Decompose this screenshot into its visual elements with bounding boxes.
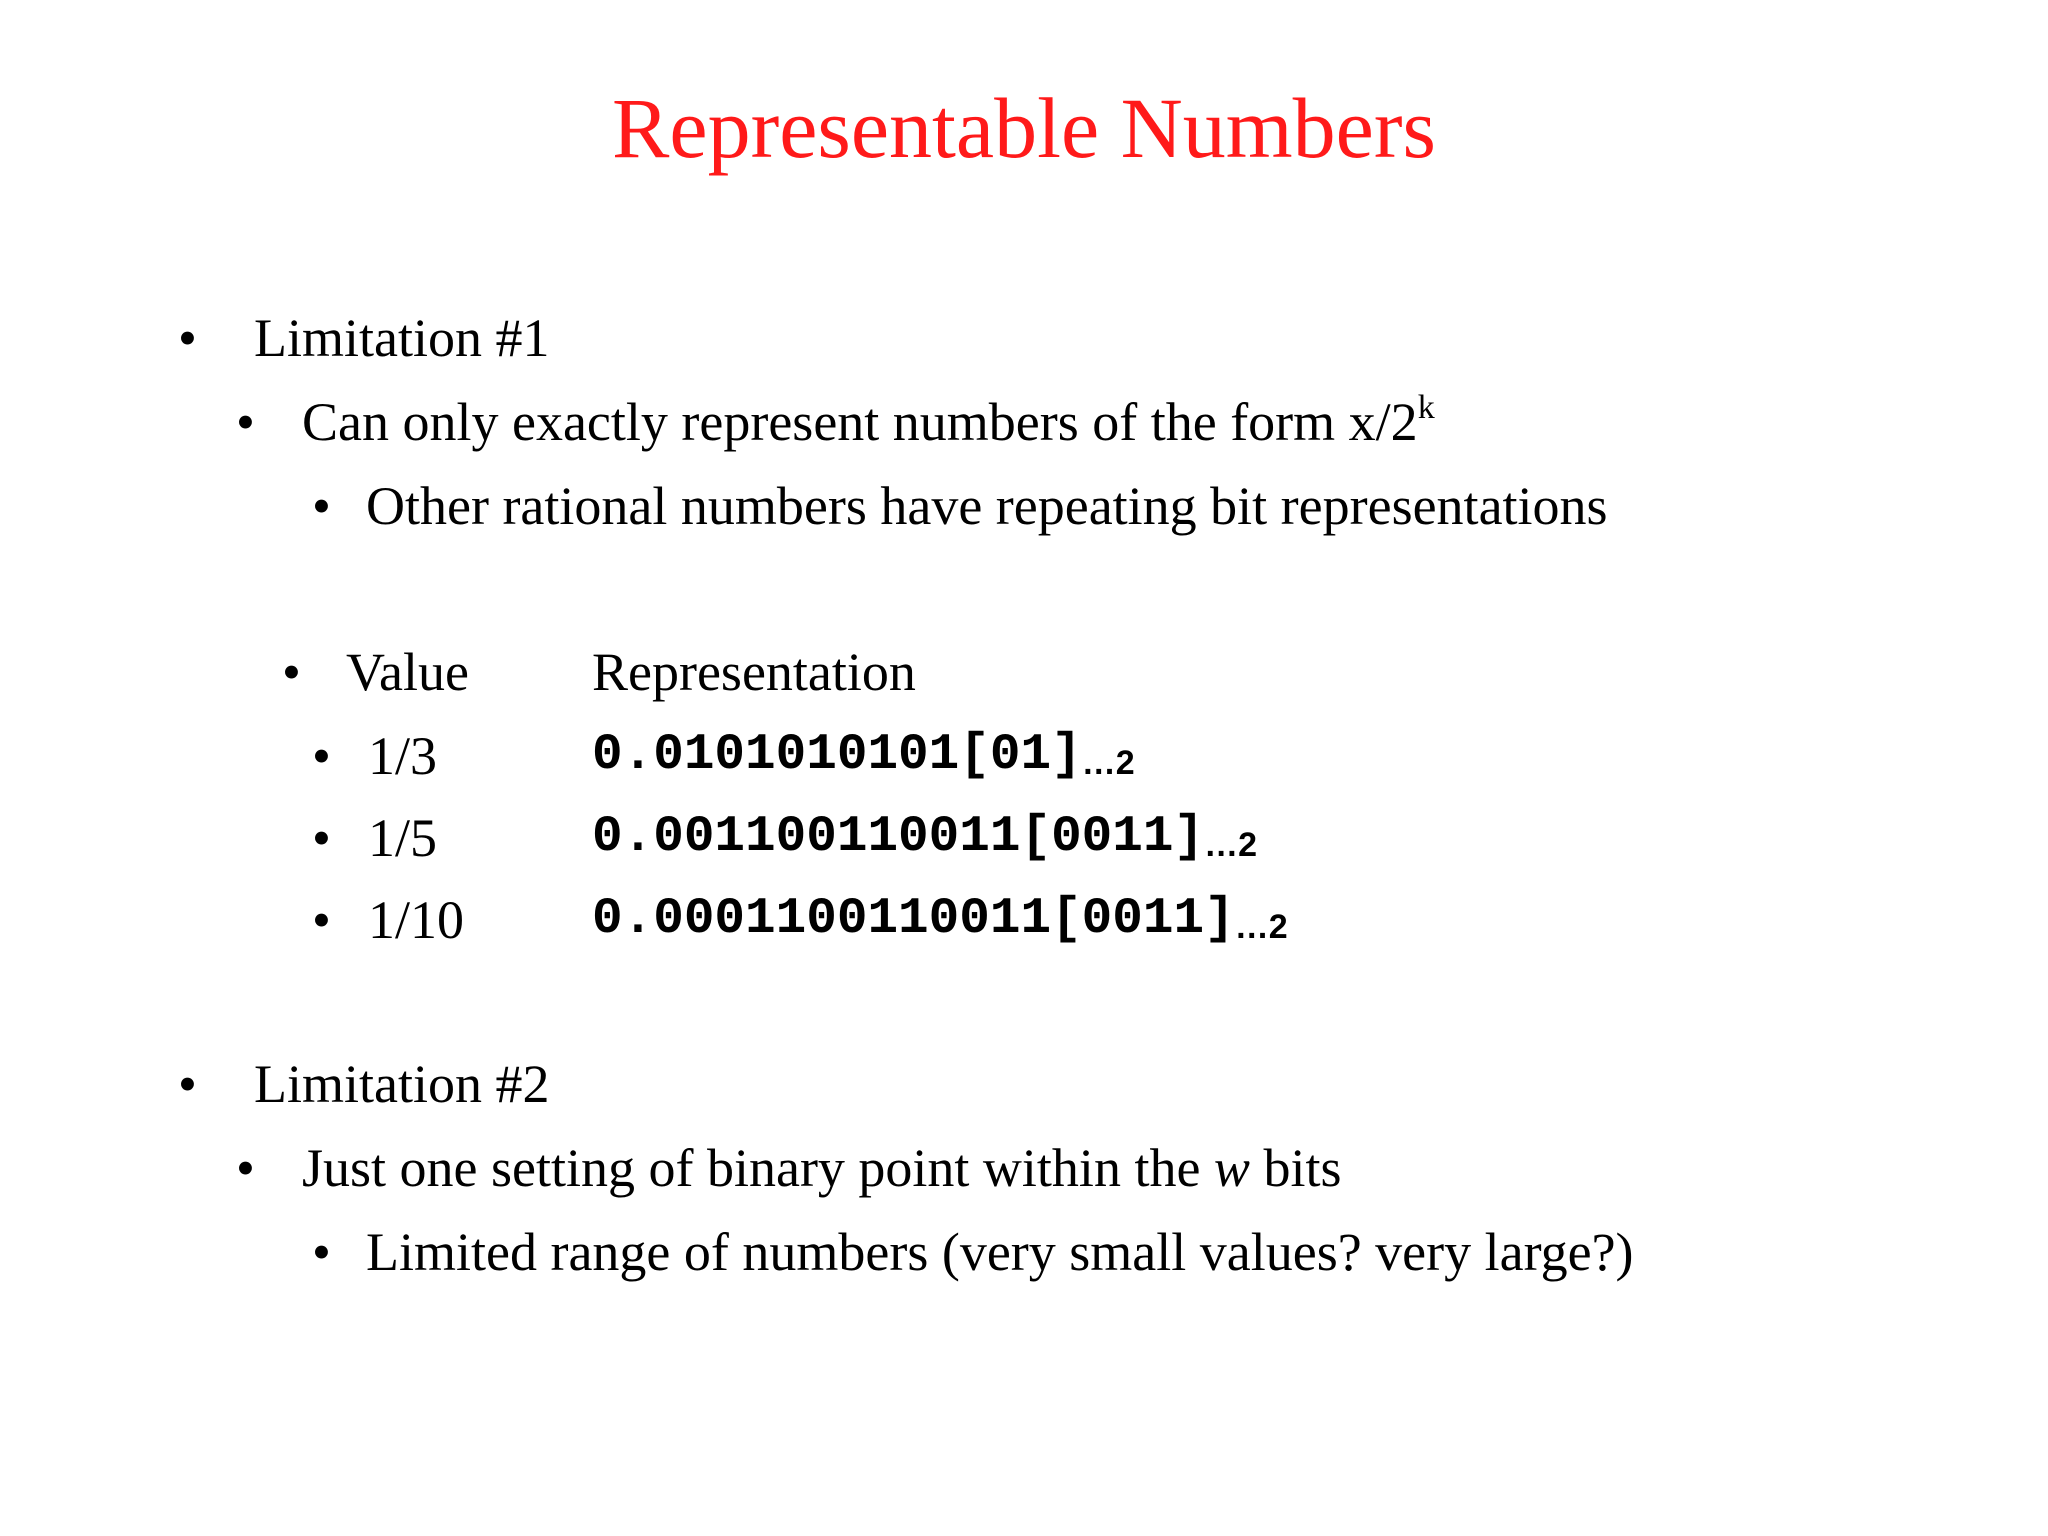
table-row-3-bits: 0.0001100110011[0011]	[592, 891, 1235, 948]
limitation-2-subpoint: Limited range of numbers (very small values? very large?)	[366, 1222, 1634, 1282]
table-row-1-suffix: …2	[1081, 744, 1135, 782]
table-header-value: Value	[346, 642, 469, 702]
limitation-2-heading: Limitation #2	[254, 1054, 550, 1114]
limitation-2-point-after: bits	[1249, 1138, 1342, 1198]
table-row-3-value: 1/10	[368, 890, 465, 950]
table-row-2-bits: 0.001100110011[0011]	[592, 809, 1205, 866]
limitation-1-point-superscript: k	[1417, 389, 1435, 426]
limitation-2-point	[302, 1136, 1341, 1200]
table-row-2-suffix: …2	[1204, 826, 1258, 864]
limitation-1-heading: Limitation #1	[254, 308, 550, 368]
bullet-limitation-2-subpoint: •	[312, 1222, 331, 1282]
bullet-limitation-2-point: •	[236, 1138, 255, 1198]
bullet-table-row-1: •	[312, 726, 331, 786]
table-row-1-representation	[592, 724, 1135, 795]
bullet-limitation-1-point: •	[236, 392, 255, 452]
slide-title: Representable Numbers	[612, 80, 1436, 176]
bullet-limitation-1-subpoint: •	[312, 476, 331, 536]
table-row-1-bits: 0.0101010101[01]	[592, 727, 1082, 784]
table-header-representation: Representation	[592, 642, 916, 702]
bullet-table-row-3: •	[312, 890, 331, 950]
table-row-2-value: 1/5	[368, 808, 438, 868]
bullet-limitation-2: •	[178, 1054, 197, 1114]
limitation-2-point-italic: w	[1213, 1138, 1250, 1198]
limitation-1-point	[302, 390, 1435, 454]
bullet-limitation-1: •	[178, 308, 197, 368]
table-row-3-suffix: …2	[1234, 908, 1288, 946]
bullet-table-row-2: •	[312, 808, 331, 868]
limitation-1-subpoint: Other rational numbers have repeating bit representations	[366, 476, 1608, 536]
table-row-3-representation	[592, 888, 1288, 959]
table-row-2-representation	[592, 806, 1257, 877]
limitation-2-point-before: Just one setting of binary point within the	[302, 1138, 1214, 1198]
bullet-table-header: •	[282, 642, 301, 702]
limitation-1-point-text: Can only exactly represent numbers of the form x/2	[302, 392, 1418, 452]
table-row-1-value: 1/3	[368, 726, 438, 786]
